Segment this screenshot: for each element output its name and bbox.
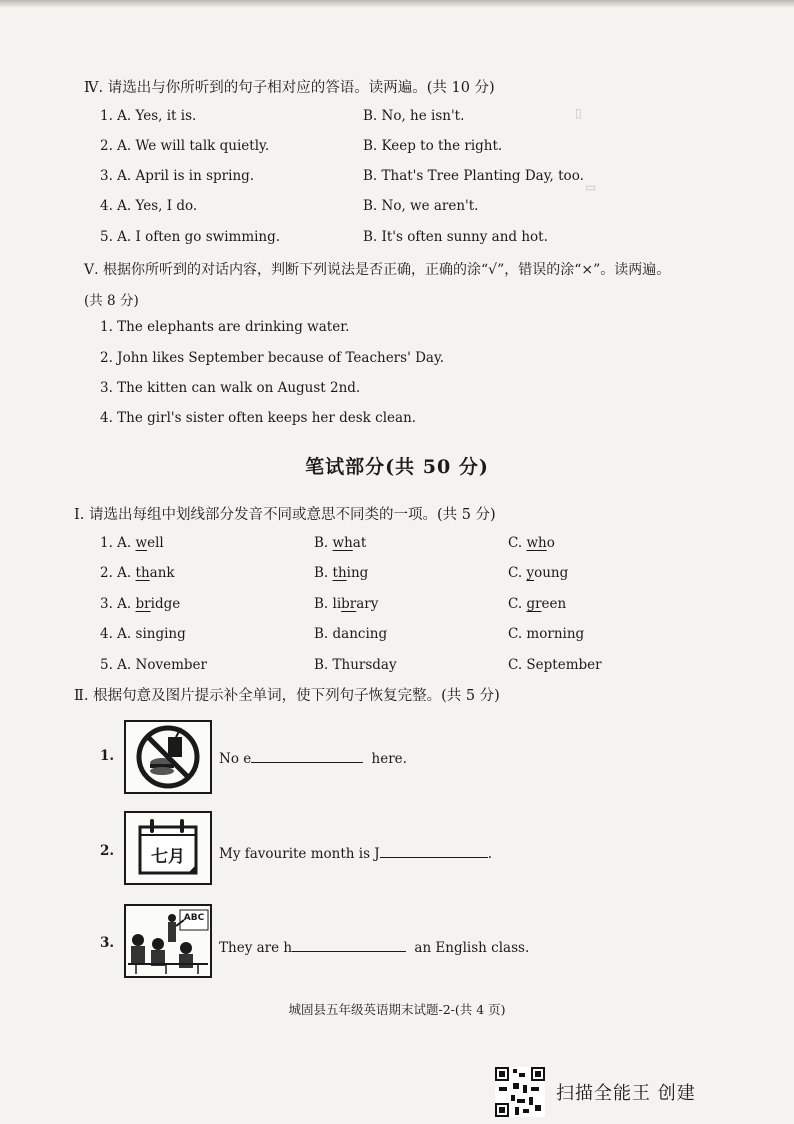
part4-heading: Ⅳ. 请选出与你所听到的句子相对应的答语。读两遍。(共 10 分)	[84, 80, 495, 96]
page-footer: 城固县五年级英语期末试题-2-(共 4 页)	[288, 1002, 506, 1017]
part5-item-4: 4. The girl's sister often keeps her desk clean.	[100, 410, 417, 426]
written-part2-heading: Ⅱ. 根据句意及图片提示补全单词，使下列句子恢复完整。(共 5 分)	[74, 688, 500, 704]
part4-item-3-a: 3. A. April is in spring.	[100, 168, 255, 184]
phonics-row-1-a: 1. A. well	[100, 535, 164, 551]
bleed-through: ▯	[575, 106, 582, 120]
phonics-row-2-a: 2. A. thank	[100, 565, 175, 581]
classroom-picture	[124, 904, 212, 978]
phonics-row-4-b: B. dancing	[314, 626, 388, 642]
written-part1-heading: Ⅰ. 请选出每组中划线部分发音不同或意思不同类的一项。(共 5 分)	[74, 507, 496, 523]
bleed-through: ▭	[585, 180, 597, 194]
part5-item-1: 1. The elephants are drinking water.	[100, 319, 350, 335]
answer-blank-2[interactable]	[380, 843, 488, 858]
phonics-row-1-c: C. who	[508, 535, 555, 551]
phonics-row-5-c: C. September	[508, 657, 602, 673]
part4-item-2-a: 2. A. We will talk quietly.	[100, 138, 270, 154]
part4-item-5-a: 5. A. I often go swimming.	[100, 229, 281, 245]
part5-item-3: 3. The kitten can walk on August 2nd.	[100, 380, 361, 396]
phonics-row-5-b: B. Thursday	[314, 657, 397, 673]
part4-item-5-b: B. It's often sunny and hot.	[363, 229, 548, 245]
no-eating-picture	[124, 720, 212, 794]
fill-item-1-sentence: No e here.	[219, 748, 407, 767]
part4-item-4-a: 4. A. Yes, I do.	[100, 198, 198, 214]
part4-item-4-b: B. No, we aren't.	[363, 198, 479, 214]
phonics-row-2-b: B. thing	[314, 565, 369, 581]
answer-blank-1[interactable]	[251, 748, 363, 763]
phonics-row-4-a: 4. A. singing	[100, 626, 186, 642]
qr-code-icon	[495, 1067, 545, 1117]
fill-item-1-number: 1.	[100, 748, 115, 764]
phonics-row-1-b: B. what	[314, 535, 367, 551]
part5-heading: Ⅴ. 根据你所听到的对话内容，判断下列说法是否正确，正确的涂“√”，错误的涂“×”。读两遍。	[84, 262, 671, 278]
phonics-row-5-a: 5. A. November	[100, 657, 207, 673]
part4-item-3-b: B. That's Tree Planting Day, too.	[363, 168, 584, 184]
written-section-title: 笔试部分(共 50 分)	[305, 456, 489, 478]
fill-item-2-sentence: My favourite month is J .	[219, 843, 492, 862]
scanner-label: 扫描全能王 创建	[556, 1083, 696, 1104]
phonics-row-3-b: B. library	[314, 596, 379, 612]
part4-item-1-a: 1. A. Yes, it is.	[100, 108, 197, 124]
scan-edge	[0, 0, 794, 8]
fill-item-2-number: 2.	[100, 843, 115, 859]
calendar-month-text: 七月	[151, 847, 185, 867]
phonics-row-2-c: C. young	[508, 565, 569, 581]
phonics-row-3-a: 3. A. bridge	[100, 596, 181, 612]
part4-item-2-b: B. Keep to the right.	[363, 138, 503, 154]
phonics-row-3-c: C. green	[508, 596, 567, 612]
calendar-picture	[124, 811, 212, 885]
fill-item-3-sentence: They are h an English class.	[219, 937, 529, 956]
part5-item-2: 2. John likes September because of Teachers' Day.	[100, 350, 445, 366]
part4-item-1-b: B. No, he isn't.	[363, 108, 465, 124]
blackboard-text: ABC	[183, 913, 205, 923]
no-eating-icon	[126, 722, 210, 792]
fill-item-3-number: 3.	[100, 935, 115, 951]
part5-points: (共 8 分)	[84, 293, 139, 309]
answer-blank-3[interactable]	[292, 937, 406, 952]
phonics-row-4-c: C. morning	[508, 626, 585, 642]
